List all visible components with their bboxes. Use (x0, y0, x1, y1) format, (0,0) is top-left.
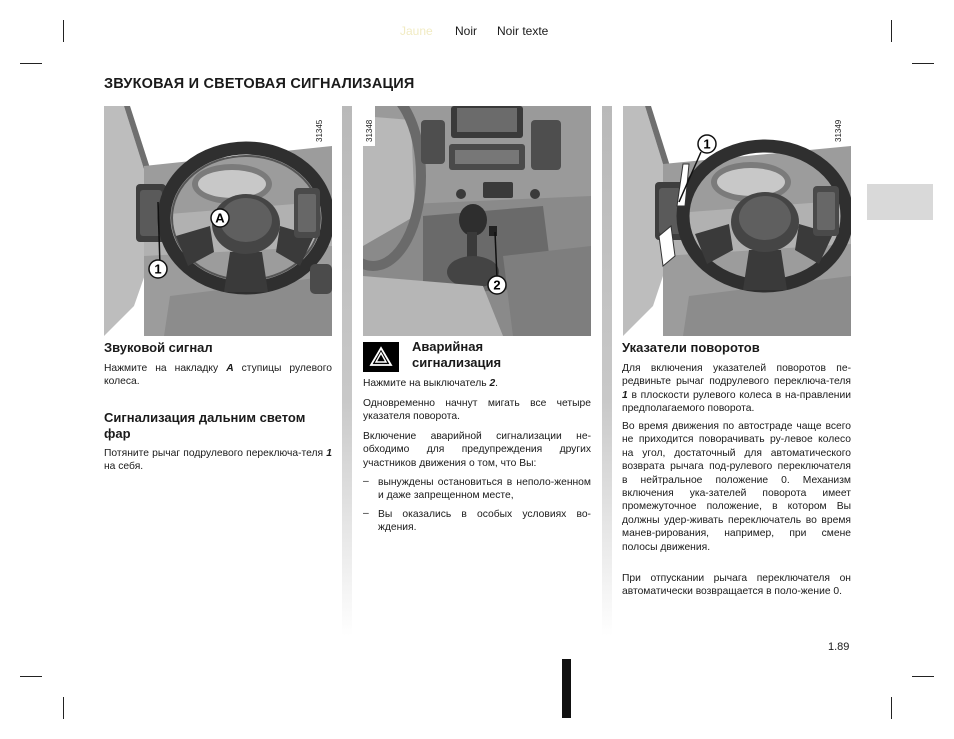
horn-text: Нажмите на накладку A ступицы рулевого колеса. (104, 363, 332, 388)
highway-text: Во время движения по автостраде чаще всего не приходится поворачивать ру-левое колесо на угол, достаточный для автоматического возврата рычага под-рулевого переключателя в нейтральное положение 0. Механизм включения ука-зателей поворота имеет промежуточное положение, в котором Вы должны удер-живать переключатель во время манев-рирования, например, при смене полосы движения. (622, 421, 851, 553)
column-gutter (342, 106, 352, 636)
photo-code: 31349 (834, 119, 843, 142)
callout-1: 1 (154, 261, 162, 277)
photo-code: 31345 (315, 119, 324, 142)
crop-mark (20, 63, 42, 64)
crop-mark (912, 63, 934, 64)
center-console-photo (363, 106, 591, 336)
color-label-noir-texte: Noir texte (497, 24, 549, 38)
section-tab (867, 184, 933, 220)
color-label-jaune: Jaune (400, 24, 433, 38)
crop-mark (891, 20, 892, 42)
page-number: 1.89 (828, 641, 850, 653)
crop-mark (891, 697, 892, 719)
hazard-switch-text: Нажмите на выключатель 2. (363, 378, 499, 389)
hazard-purpose-text: Включение аварийной сигнализации не-обходимо для предупреждения других участников движения о том, что Вы: (363, 431, 591, 469)
color-label-noir: Noir (455, 24, 478, 38)
turn-signal-text: Для включения указателей поворотов пе-редвиньте рычаг подрулевого переключа-теля 1 в плоскости рулевого колеса в на-правлении предполагаемого поворота. (622, 363, 851, 415)
list-item: Вы оказались в особых условиях во-ждения. (378, 509, 591, 534)
page-title: ЗВУКОВАЯ И СВЕТОВАЯ СИГНАЛИЗАЦИЯ (104, 76, 415, 92)
list-dash: – (363, 476, 369, 487)
crop-mark (912, 676, 934, 677)
registration-bar (562, 659, 571, 718)
crop-mark (63, 697, 64, 719)
high-beam-text: Потяните рычаг подрулевого переключа-теля 1 на себя. (104, 448, 332, 473)
turn-signal-photo (623, 106, 851, 336)
crop-mark (20, 676, 42, 677)
callout-2: 2 (493, 277, 501, 293)
callout-a: A (215, 210, 225, 226)
hazard-warning-icon (363, 342, 399, 372)
crop-mark (63, 20, 64, 42)
callout-1: 1 (703, 136, 711, 152)
hazard-heading: Аварийная сигнализация (412, 339, 502, 370)
steering-wheel-photo (104, 106, 332, 336)
horn-heading: Звуковой сигнал (104, 340, 213, 355)
turn-signal-heading: Указатели поворотов (622, 340, 760, 355)
hazard-blink-text: Одновременно начнут мигать все четыре указателя поворота. (363, 398, 591, 423)
column-gutter (602, 106, 612, 636)
release-text: При отпускании рычага переключателя он автоматически возвращается в поло-жение 0. (622, 573, 851, 598)
list-item: вынуждены остановиться в неполо-женном и даже запрещенном месте, (378, 477, 591, 502)
high-beam-heading: Сигнализация дальним светом фар (104, 410, 306, 441)
list-dash: – (363, 508, 369, 519)
photo-code: 31348 (365, 119, 374, 142)
